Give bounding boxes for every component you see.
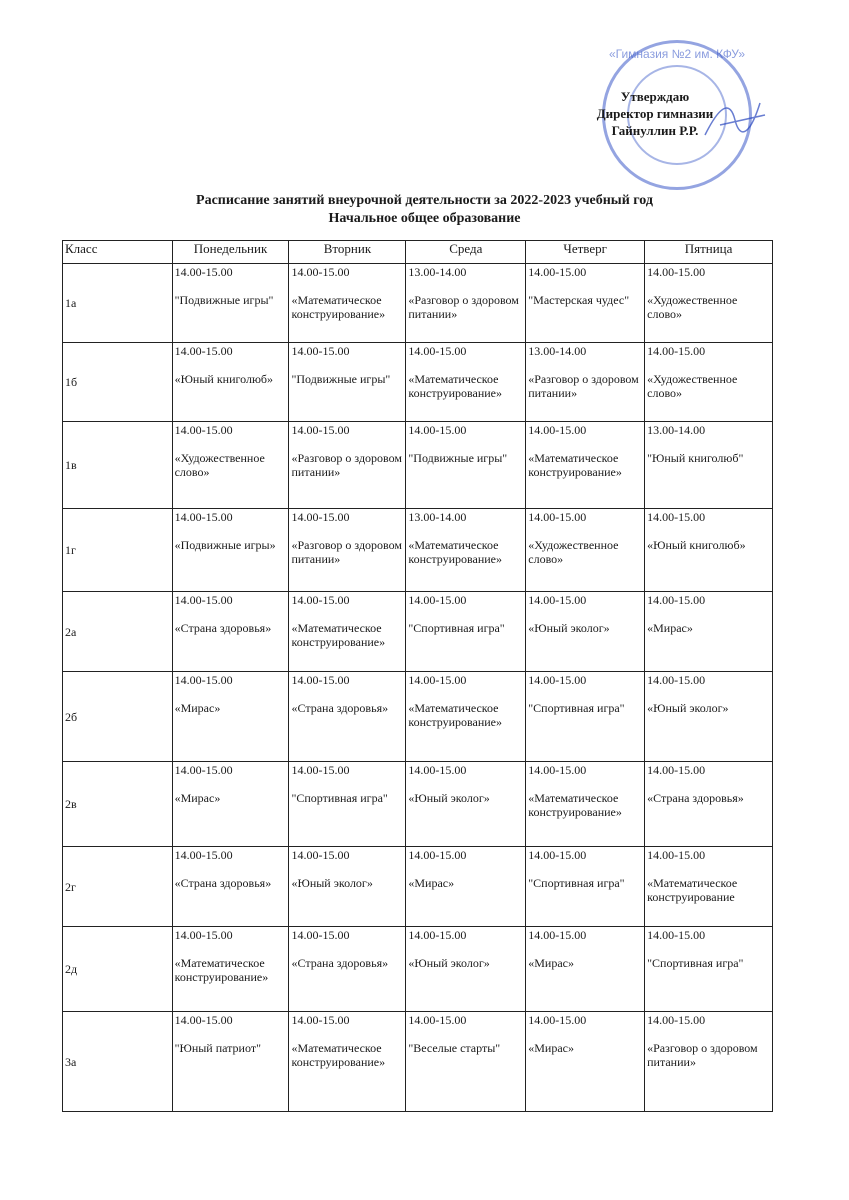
schedule-cell (289, 264, 406, 343)
time-slot: 14.00-15.00 (408, 928, 467, 942)
activity-name: "Спортивная игра" (528, 701, 625, 715)
activity-name: «Страна здоровья» (291, 701, 389, 715)
schedule-cell (526, 927, 645, 1012)
time-slot: 14.00-15.00 (174, 763, 233, 777)
schedule-cell (406, 762, 526, 847)
time-slot: 14.00-15.00 (528, 1013, 587, 1027)
class-cell: 2в (63, 762, 173, 847)
time-slot: 14.00-15.00 (174, 593, 233, 607)
time-slot: 14.00-15.00 (408, 593, 467, 607)
time-slot: 14.00-15.00 (647, 344, 706, 358)
time-slot: 14.00-15.00 (647, 848, 706, 862)
schedule-cell (289, 762, 406, 847)
schedule-cell (645, 847, 773, 927)
activity-name: «Математическое конструирование» (408, 538, 503, 566)
activity-name: «Математическое конструирование» (291, 621, 386, 649)
schedule-cell (406, 343, 526, 422)
time-slot: 14.00-15.00 (174, 423, 233, 437)
table-row (63, 509, 773, 592)
schedule-cell (289, 343, 406, 422)
table-row (63, 762, 773, 847)
schedule-cell (406, 264, 526, 343)
time-slot: 14.00-15.00 (174, 344, 233, 358)
column-header: Пятница (645, 241, 773, 264)
class-cell: 2г (63, 847, 173, 927)
activity-name: «Юный эколог» (528, 621, 610, 635)
schedule-cell (406, 592, 526, 672)
schedule-cell (289, 1012, 406, 1112)
activity-name: «Юный книголюб» (174, 372, 274, 386)
activity-name: «Страна здоровья» (174, 621, 272, 635)
time-slot: 14.00-15.00 (291, 673, 350, 687)
schedule-cell (172, 847, 289, 927)
time-slot: 14.00-15.00 (291, 423, 350, 437)
activity-name: «Математическое конструирование (647, 876, 738, 904)
schedule-cell (289, 672, 406, 762)
schedule-cell (406, 847, 526, 927)
activity-name: «Страна здоровья» (647, 791, 744, 805)
time-slot: 14.00-15.00 (647, 265, 706, 279)
approval-name: Гайнуллин Р.Р. (611, 123, 699, 138)
activity-name: «Математическое конструирование» (408, 701, 503, 729)
header-row (63, 241, 773, 264)
time-slot: 14.00-15.00 (174, 265, 233, 279)
activity-name: «Мирас» (174, 791, 221, 805)
schedule-cell (645, 422, 773, 509)
activity-name: «Разговор о здоровом питании» (291, 451, 403, 479)
time-slot: 14.00-15.00 (528, 848, 587, 862)
approval-position: Директор гимназии (596, 106, 714, 121)
time-slot: 14.00-15.00 (408, 673, 467, 687)
column-header: Вторник (289, 241, 406, 264)
class-cell: 3а (63, 1012, 173, 1112)
schedule-cell (645, 927, 773, 1012)
class-cell: 1г (63, 509, 173, 592)
table-row (63, 672, 773, 762)
schedule-cell (406, 1012, 526, 1112)
activity-name: «Юный книголюб» (647, 538, 746, 552)
time-slot: 14.00-15.00 (291, 763, 350, 777)
page-title (0, 192, 849, 228)
schedule-cell (526, 264, 645, 343)
column-header: Среда (406, 241, 526, 264)
time-slot: 14.00-15.00 (174, 673, 233, 687)
activity-name: «Юный эколог» (647, 701, 729, 715)
table-row (63, 343, 773, 422)
schedule-cell (289, 847, 406, 927)
schedule-cell (526, 1012, 645, 1112)
activity-name: «Математическое конструирование» (528, 791, 622, 819)
time-slot: 14.00-15.00 (408, 344, 467, 358)
time-slot: 14.00-15.00 (174, 510, 233, 524)
activity-name: "Подвижные игры" (291, 372, 391, 386)
activity-name: «Художественное слово» (647, 293, 738, 321)
schedule-cell (526, 672, 645, 762)
table-row (63, 592, 773, 672)
time-slot: 14.00-15.00 (528, 593, 587, 607)
schedule-cell (172, 264, 289, 343)
schedule-cell (172, 343, 289, 422)
schedule-cell (645, 592, 773, 672)
table-row (63, 927, 773, 1012)
time-slot: 14.00-15.00 (408, 848, 467, 862)
time-slot: 14.00-15.00 (647, 510, 706, 524)
schedule-cell (526, 762, 645, 847)
schedule-cell (172, 1012, 289, 1112)
activity-name: "Юный патриот" (174, 1041, 261, 1055)
table-row (63, 422, 773, 509)
activity-name: "Спортивная игра" (647, 956, 744, 970)
schedule-cell (645, 343, 773, 422)
time-slot: 14.00-15.00 (174, 1013, 233, 1027)
activity-name: «Математическое конструирование» (291, 293, 386, 321)
schedule-cell (645, 672, 773, 762)
table-row (63, 1012, 773, 1112)
activity-name: «Страна здоровья» (174, 876, 272, 890)
time-slot: 14.00-15.00 (528, 673, 587, 687)
schedule-cell (289, 592, 406, 672)
activity-name: "Подвижные игры" (408, 451, 508, 465)
activity-name: «Математическое конструирование» (174, 956, 269, 984)
time-slot: 13.00-14.00 (647, 423, 706, 437)
column-header: Четверг (526, 241, 645, 264)
activity-name: «Мирас» (528, 956, 574, 970)
schedule-cell (406, 422, 526, 509)
schedule-cell (645, 509, 773, 592)
activity-name: «Математическое конструирование» (291, 1041, 386, 1069)
activity-name: «Мирас» (647, 621, 693, 635)
activity-name: "Подвижные игры" (174, 293, 274, 307)
activity-name: «Страна здоровья» (291, 956, 389, 970)
class-cell: 2д (63, 927, 173, 1012)
time-slot: 14.00-15.00 (291, 928, 350, 942)
time-slot: 14.00-15.00 (174, 928, 233, 942)
schedule-table (62, 240, 773, 1112)
stamp-text: «Гимназия №2 им. КФУ» (608, 47, 746, 61)
class-cell: 1а (63, 264, 173, 343)
schedule-cell (172, 762, 289, 847)
schedule-cell (172, 592, 289, 672)
schedule-cell (526, 509, 645, 592)
class-cell: 2б (63, 672, 173, 762)
class-cell: 1б (63, 343, 173, 422)
activity-name: "Спортивная игра" (291, 791, 388, 805)
schedule-cell (172, 672, 289, 762)
time-slot: 14.00-15.00 (291, 344, 350, 358)
time-slot: 14.00-15.00 (647, 593, 706, 607)
activity-name: «Художественное слово» (528, 538, 619, 566)
time-slot: 14.00-15.00 (408, 763, 467, 777)
time-slot: 14.00-15.00 (291, 265, 350, 279)
schedule-cell (289, 927, 406, 1012)
column-header: Класс (63, 241, 173, 264)
time-slot: 14.00-15.00 (408, 423, 467, 437)
activity-name: «Юный эколог» (408, 956, 490, 970)
activity-name: "Мастерская чудес" (528, 293, 630, 307)
column-header: Понедельник (172, 241, 289, 264)
approval-block (560, 88, 750, 139)
time-slot: 14.00-15.00 (647, 1013, 706, 1027)
schedule-cell (289, 422, 406, 509)
activity-name: «Разговор о здоровом питании» (408, 293, 519, 321)
time-slot: 13.00-14.00 (408, 510, 467, 524)
time-slot: 14.00-15.00 (291, 593, 350, 607)
title-line: Расписание занятий внеурочной деятельности за 2022-2023 учебный год (196, 193, 653, 208)
activity-name: «Подвижные игры» (174, 538, 276, 552)
class-cell: 1в (63, 422, 173, 509)
time-slot: 14.00-15.00 (528, 510, 587, 524)
schedule-cell (526, 592, 645, 672)
schedule-cell (289, 509, 406, 592)
time-slot: 14.00-15.00 (647, 673, 706, 687)
activity-name: «Мирас» (408, 876, 455, 890)
activity-name: «Математическое конструирование» (528, 451, 622, 479)
time-slot: 13.00-14.00 (408, 265, 467, 279)
time-slot: 14.00-15.00 (291, 510, 350, 524)
schedule-cell (406, 672, 526, 762)
schedule-cell (172, 509, 289, 592)
time-slot: 14.00-15.00 (291, 848, 350, 862)
time-slot: 14.00-15.00 (174, 848, 233, 862)
approval-line: Утверждаю (620, 89, 690, 104)
subtitle-line: Начальное общее образование (328, 211, 521, 226)
time-slot: 14.00-15.00 (528, 265, 587, 279)
schedule-cell (406, 927, 526, 1012)
activity-name: «Мирас» (528, 1041, 574, 1055)
schedule-cell (526, 343, 645, 422)
schedule-cell (172, 927, 289, 1012)
activity-name: «Юный эколог» (408, 791, 490, 805)
schedule-cell (645, 762, 773, 847)
schedule-cell (645, 1012, 773, 1112)
activity-name: «Разговор о здоровом питании» (291, 538, 403, 566)
schedule-cell (645, 264, 773, 343)
activity-name: «Художественное слово» (174, 451, 265, 479)
schedule-cell (172, 422, 289, 509)
schedule-cell (406, 509, 526, 592)
activity-name: "Спортивная игра" (408, 621, 505, 635)
activity-name: «Художественное слово» (647, 372, 738, 400)
activity-name: "Спортивная игра" (528, 876, 625, 890)
activity-name: "Веселые старты" (408, 1041, 501, 1055)
table-row (63, 847, 773, 927)
time-slot: 14.00-15.00 (647, 763, 706, 777)
time-slot: 14.00-15.00 (528, 928, 587, 942)
activity-name: «Математическое конструирование» (408, 372, 503, 400)
class-cell: 2а (63, 592, 173, 672)
time-slot: 14.00-15.00 (528, 763, 587, 777)
time-slot: 14.00-15.00 (528, 423, 587, 437)
time-slot: 13.00-14.00 (528, 344, 587, 358)
activity-name: "Юный книголюб" (647, 451, 744, 465)
schedule-cell (526, 847, 645, 927)
table-row (63, 264, 773, 343)
time-slot: 14.00-15.00 (408, 1013, 467, 1027)
time-slot: 14.00-15.00 (647, 928, 706, 942)
activity-name: «Разговор о здоровом питании» (528, 372, 639, 400)
time-slot: 14.00-15.00 (291, 1013, 350, 1027)
activity-name: «Разговор о здоровом питании» (647, 1041, 758, 1069)
schedule-cell (526, 422, 645, 509)
activity-name: «Юный эколог» (291, 876, 373, 890)
activity-name: «Мирас» (174, 701, 221, 715)
